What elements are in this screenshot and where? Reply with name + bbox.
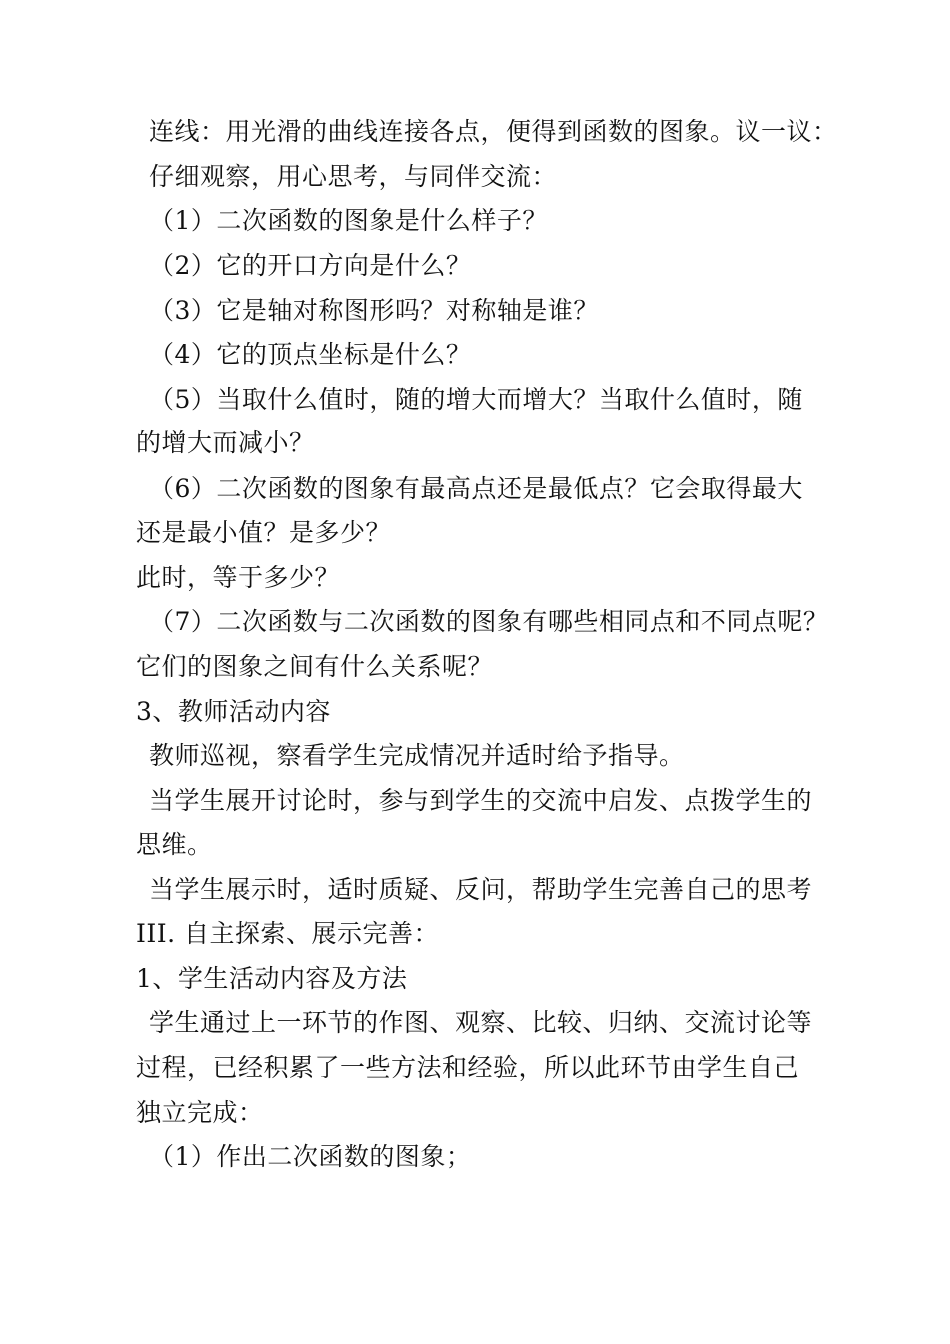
section-heading: 1、学生活动内容及方法 [136,964,408,993]
text-line: 学生通过上一环节的作图、观察、比较、归纳、交流讨论等 [149,1008,813,1037]
text-line: （5）当取什么值时，随的增大而增大？当取什么值时，随 [149,385,803,414]
section-heading: 3、教师活动内容 [136,697,331,726]
text-line: 教师巡视，察看学生完成情况并适时给予指导。 [149,741,685,770]
text-line: （4）它的顶点坐标是什么？ [149,340,472,369]
text-line: 的增大而减小？ [136,428,315,457]
text-line: （1）二次函数的图象是什么样子？ [149,206,548,235]
text-line: 过程，已经积累了一些方法和经验，所以此环节由学生自己 [136,1053,800,1082]
text-line: （6）二次函数的图象有最高点还是最低点？它会取得最大 [149,474,803,503]
text-line: 仔细观察，用心思考，与同伴交流： [149,162,558,191]
text-line: 此时，等于多少？ [136,563,341,592]
text-line: 当学生展示时，适时质疑、反问，帮助学生完善自己的思考 [149,875,813,904]
text-line: （2）它的开口方向是什么？ [149,251,472,280]
text-line: 连线：用光滑的曲线连接各点，便得到函数的图象。议一议： [149,117,838,146]
text-line: 还是最小值？是多少？ [136,518,392,547]
text-line: 独立完成： [136,1098,264,1127]
text-line: 它们的图象之间有什么关系呢？ [136,652,494,681]
text-line: 当学生展开讨论时，参与到学生的交流中启发、点拨学生的 [149,786,813,815]
text-line: （3）它是轴对称图形吗？对称轴是谁？ [149,296,599,325]
text-line: 思维。 [136,830,213,859]
text-line: （1）作出二次函数的图象； [149,1142,472,1171]
section-heading: III. 自主探索、展示完善： [136,919,440,948]
text-line: （7）二次函数与二次函数的图象有哪些相同点和不同点呢？ [149,607,829,636]
